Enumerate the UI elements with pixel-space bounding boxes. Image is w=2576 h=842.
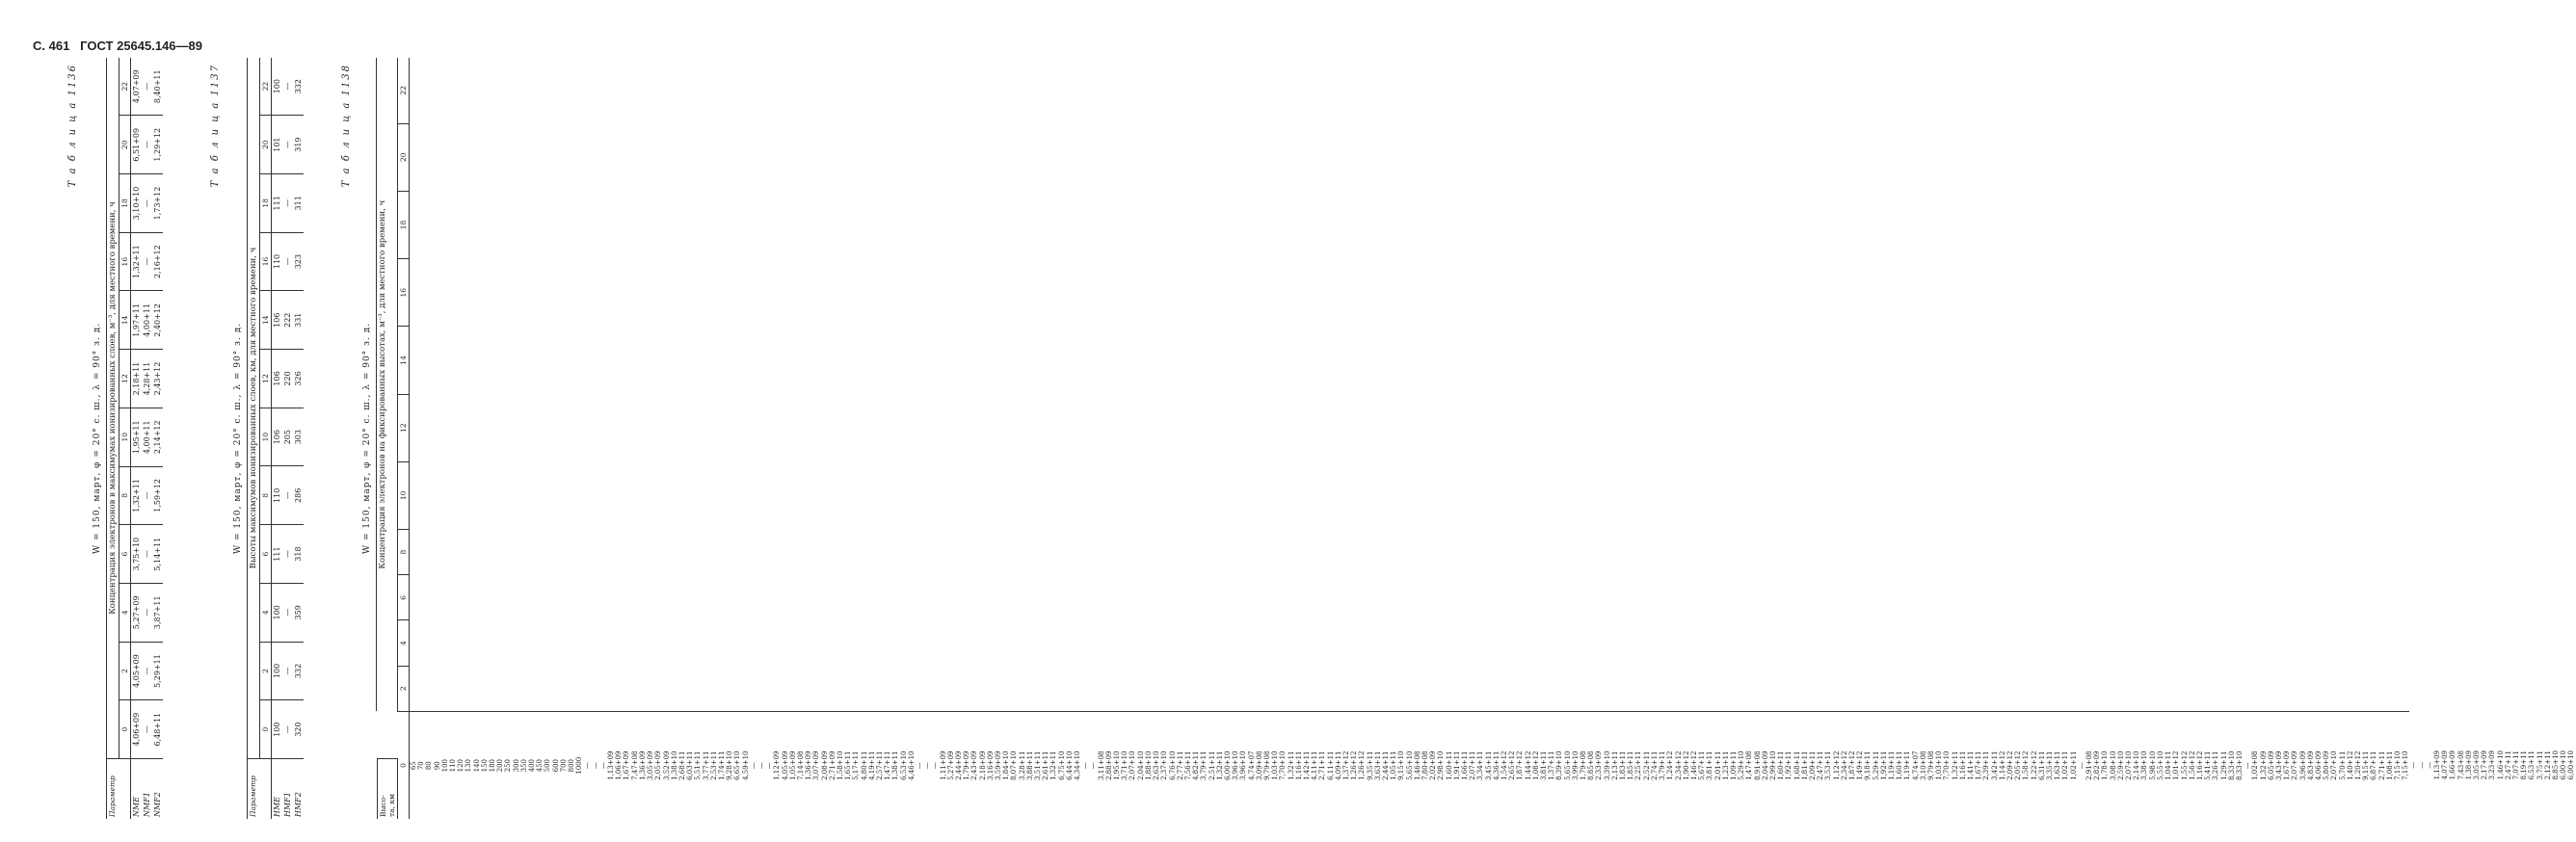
table-cell: 1,95+11 (131, 408, 143, 466)
param-name: HMF1 (282, 759, 293, 820)
table-cell: 110 (272, 232, 283, 291)
hour-header: 6 (120, 525, 131, 584)
table-cell: 331 (293, 291, 304, 350)
hour-header: 2 (260, 642, 272, 700)
hour-header: 14 (260, 291, 272, 350)
hour-header: 20 (398, 123, 410, 191)
table-cell: 1,97+11 (131, 291, 143, 350)
table-cell: 101 (272, 116, 283, 174)
height-column: 65 70 80 90 100 110 120 130 140 150 180 200 250 300 350 400 450 500 600 700 800 1000 (410, 711, 583, 819)
table-cell: 110 (272, 466, 283, 525)
table-cell: 4,07+09 (132, 69, 141, 104)
table-1137 (210, 58, 304, 819)
table-label: Т а б л и ц а 1138 (341, 64, 352, 188)
table-cell: 106 (272, 291, 283, 350)
hour-header: 8 (260, 466, 272, 525)
table-cell: — (282, 525, 293, 584)
table-cell: 111 (272, 173, 283, 232)
page-header (33, 39, 202, 53)
data-table (376, 58, 2576, 819)
table-row (131, 58, 143, 819)
table-cell: — (142, 232, 152, 291)
table-cell: 100 (273, 79, 281, 94)
table-cell: — (282, 583, 293, 642)
table-row (152, 58, 163, 819)
table-cell: 222 (282, 291, 293, 350)
param-header: Параметр (107, 759, 131, 820)
table-row (293, 58, 304, 819)
hour-header: 10 (120, 408, 131, 466)
table-cell: — (282, 642, 293, 700)
table-1138 (341, 58, 2576, 819)
value-column: — — — 1,13+09 1,06+09 1,67+09 7,47+08 1,36+09 3,05+09 2,05+09 3,52+09 1,38+10 2,68+11 6,03+11 5,51+11 3,77+11 2,53+11 1,74+11 9,28+10 6,65+10 4,59+10 (583, 711, 749, 819)
table-cell: 1,29+12 (152, 116, 163, 174)
table-cell: 5,29+11 (152, 642, 163, 700)
value-column: 1,46+08 7,80+08 2,02+09 2,98+10 1,60+11 1,91+11 1,66+11 2,07+11 3,34+11 3,45+11 4,36+11 1,54+12 2,65+12 1,87+12 1,44+12 1,08+12 3,81+11 1,37+11 8,39+10 5,65+10 3,99+10 (1414, 711, 1580, 819)
table-cell: 111 (272, 525, 283, 584)
table-caption: W = 150, март, φ = 20° с. ш., λ = 90° з. д. (93, 322, 102, 555)
table-cell: 319 (293, 116, 304, 174)
table-cell: 4,05+09 (131, 642, 143, 700)
hour-header: 12 (398, 394, 410, 461)
hour-header: 16 (260, 232, 272, 291)
standard-code: ГОСТ 25645.146—89 (80, 39, 202, 53)
hour-header: 16 (398, 259, 410, 327)
table-label: Т а б л и ц а 1137 (210, 64, 221, 188)
table-1136 (67, 58, 163, 819)
table-cell: — (142, 642, 152, 700)
table-subcaption: Концентрация электронов на фиксированных высотах, м⁻³, для местного времени, ч (377, 58, 398, 711)
table-cell: 205 (282, 408, 293, 466)
hour-header: 6 (260, 525, 272, 584)
param-name: NMF1 (142, 759, 152, 820)
table-cell: 2,14+12 (152, 408, 163, 466)
table-cell: 323 (293, 232, 304, 291)
table-cell: 4,00+11 (142, 408, 152, 466)
table-cell: — (282, 173, 293, 232)
hour-header: 16 (120, 232, 131, 291)
table-cell: 3,87+11 (152, 583, 163, 642)
hour-header: 4 (260, 583, 272, 642)
table-cell: 4,06+09 (131, 700, 143, 759)
param-name: NME (131, 759, 143, 820)
table-cell: 359 (293, 583, 304, 642)
table-cell: 4,00+11 (142, 291, 152, 350)
table-cell: 2,16+12 (152, 232, 163, 291)
table-caption: W = 150, март, φ = 20° с. ш., λ = 90° з. д. (233, 322, 243, 555)
hour-header: 2 (398, 666, 410, 711)
hour-header: 0 (120, 700, 131, 759)
value-column: — — — 1,13+09 4,07+09 1,66+09 7,43+08 1,38+09 3,05+09 2,17+09 3,23+09 1,46+10 2,47+11 7,07+11 8,19+11 6,53+11 3,75+11 2,12+11 8,85+10 6,00+10 6,00+10 (2409, 750, 2576, 780)
table-cell: — (283, 82, 292, 91)
table-caption: W = 150, март, φ = 20° с. ш., λ = 90° з. д. (362, 322, 372, 555)
table-cell: — (142, 700, 152, 759)
hour-header: 18 (260, 173, 272, 232)
hour-header: 0 (398, 711, 410, 819)
table-subcaption: Концентрация электронов в максимумах ионизированных слоев, м⁻³, для местного времени, ч (107, 58, 120, 759)
table-cell: 8,40+11 (153, 69, 162, 104)
hour-header: 12 (260, 350, 272, 408)
table-cell: 100 (272, 583, 283, 642)
value-column: 4,74+07 3,09+08 9,79+08 1,03+10 7,70+10 1,32+11 1,16+11 1,42+11 4,11+11 2,71+11 6,11+11 4,09+11 1,37+12 1,26+12 1,26+12 9,35+11 3,63+11 2,44+11 1,05+11 9,15+10 5,65+10 (1248, 711, 1414, 819)
hour-header: 18 (120, 174, 131, 233)
value-column: — — 3,11+08 2,88+09 1,95+10 3,71+10 2,07+10 2,04+10 1,88+10 2,63+10 2,37+10 6,76+10 2,77+11 7,56+11 4,82+11 3,79+11 2,51+11 1,32+11 6,00+10 3,96+10 3,96+10 (1081, 711, 1247, 819)
table-cell: 100 (272, 700, 283, 759)
table-cell: — (142, 525, 152, 584)
table-cell: 6,48+11 (152, 700, 163, 759)
table-cell: 1,73+12 (152, 174, 163, 233)
value-column: — 2,91+08 2,82+09 1,78+10 3,08+10 2,59+10 2,07+10 2,14+10 3,38+10 5,98+10 5,55+10 1,04+11 1,01+12 1,55+12 1,56+12 1,16+12 5,41+11 3,26+11 1,29+11 8,33+10 8,33+10 (2078, 711, 2244, 819)
table-cell: 220 (282, 350, 293, 408)
table-cell: 106 (272, 408, 283, 466)
height-header: Высо- та, км (377, 758, 398, 819)
hour-header: 20 (120, 116, 131, 174)
hour-header: 14 (398, 327, 410, 394)
table-cell: 100 (272, 642, 283, 700)
table-cell: 6,51+09 (131, 116, 143, 174)
param-header: Параметр (248, 759, 272, 820)
table-subcaption: Высоты максимумов ионизированных слоев, км, для местного времени, ч (248, 58, 260, 759)
table-cell: — (143, 82, 151, 91)
table-cell: — (142, 174, 152, 233)
table-cell: 303 (293, 408, 304, 466)
table-cell: 286 (293, 466, 304, 525)
table-cell: — (142, 116, 152, 174)
hour-header: 12 (120, 350, 131, 408)
table-cell: 5,27+09 (131, 583, 143, 642)
table-cell: 318 (293, 525, 304, 584)
table-cell: 3,75+10 (131, 525, 143, 584)
hour-header: 4 (120, 583, 131, 642)
table-label: Т а б л и ц а 1136 (67, 64, 78, 188)
table-row (142, 58, 152, 819)
value-column: 1,79+08 8,85+08 2,33+09 3,39+10 2,13+11 1,83+11 1,85+11 2,25+11 2,52+11 2,74+11 3,79+11 1,24+12 2,34+12 1,90+12 1,46+12 5,67+11 3,81+11 2,01+11 1,23+11 1,09+11 5,29+10 (1580, 711, 1745, 819)
hour-header: 22 (398, 58, 410, 123)
page-number: С. 461 (33, 39, 70, 53)
table-cell: 106 (272, 350, 283, 408)
table-cell: 332 (294, 79, 303, 94)
table-cell: 3,10+10 (131, 174, 143, 233)
param-name: HME (272, 759, 283, 820)
value-column: — 1,02+08 1,32+09 6,05+09 3,43+09 1,67+09 2,07+09 3,96+09 4,83+09 4,06+09 5,80+09 2,07+10 5,70+11 1,40+12 1,20+12 9,15+11 6,87+11 2,71+11 1,08+11 7,15+10 7,15+10 (2244, 711, 2409, 819)
table-cell: 1,32+11 (131, 466, 143, 525)
table-cell: 1,59+12 (152, 466, 163, 525)
table-cell: — (142, 583, 152, 642)
table-cell: 2,18+11 (131, 350, 143, 408)
hour-header: 10 (260, 408, 272, 466)
table-cell: — (282, 232, 293, 291)
value-column: 4,74+07 3,10+08 9,79+08 1,03+10 7,70+10 1,32+11 1,16+11 1,41+11 1,67+11 2,39+11 3,42+11 1,14+12 2,09+12 2,05+12 1,58+12 1,22+12 6,31+11 3,35+11 1,63+11 1,02+11 1,02+11 (1912, 711, 2078, 819)
table-row (410, 58, 2576, 819)
hour-header: 20 (260, 116, 272, 174)
table-row (272, 58, 283, 819)
hour-header: 0 (260, 700, 272, 759)
table-cell: 326 (293, 350, 304, 408)
table-row (282, 58, 293, 819)
table-cell: — (282, 466, 293, 525)
table-cell: 311 (293, 173, 304, 232)
param-name: HMF2 (293, 759, 304, 820)
value-column: — — — 1,11+09 5,27+09 2,44+09 1,79+09 2,43+09 2,18+09 3,16+09 3,59+09 1,84+10 8,07+10 3,28+11 3,88+11 3,51+11 2,61+11 1,32+11 6,75+10 6,44+10 4,34+10 (916, 711, 1081, 819)
rotated-tables (67, 58, 2576, 819)
hour-header: 18 (398, 191, 410, 258)
table-cell: 4,28+11 (142, 350, 152, 408)
hour-header: 8 (120, 466, 131, 525)
table-cell: 2,43+12 (152, 350, 163, 408)
table-cell: — (282, 116, 293, 174)
table-cell: 2,40+12 (152, 291, 163, 350)
value-column: 1,47+08 8,91+08 2,04+09 2,99+10 1,60+11 1,92+11 1,68+11 1,81+11 2,09+11 2,47+11 3,53+11 1,12+12 2,34+12 1,87+12 1,49+12 9,18+11 5,29+11 1,92+11 1,19+11 1,60+11 1,19+11 (1745, 711, 1911, 819)
table-cell: 320 (293, 700, 304, 759)
value-column: — — — 1,12+09 4,05+09 1,05+09 7,14+08 1,36+09 3,07+09 2,08+09 2,71+09 1,58+10 1,65+11 5,17+11 4,80+11 4,19+11 2,57+11 1,47+11 1,38+11 6,53+10 4,46+10 (750, 711, 916, 819)
data-table (247, 58, 304, 819)
param-name: NMF2 (152, 759, 163, 820)
table-cell: — (142, 466, 152, 525)
hour-header: 4 (398, 620, 410, 666)
hour-header: 2 (120, 642, 131, 700)
hour-header: 10 (398, 461, 410, 529)
hour-header: 8 (398, 530, 410, 575)
hour-header: 22 (260, 58, 272, 116)
hour-header: 6 (398, 575, 410, 620)
table-cell: 5,14+11 (152, 525, 163, 584)
hour-header: 14 (120, 291, 131, 350)
table-cell: 332 (293, 642, 304, 700)
table-cell: 1,32+11 (131, 232, 143, 291)
hour-header: 22 (120, 58, 131, 116)
table-cell: — (282, 700, 293, 759)
data-table (106, 58, 163, 819)
